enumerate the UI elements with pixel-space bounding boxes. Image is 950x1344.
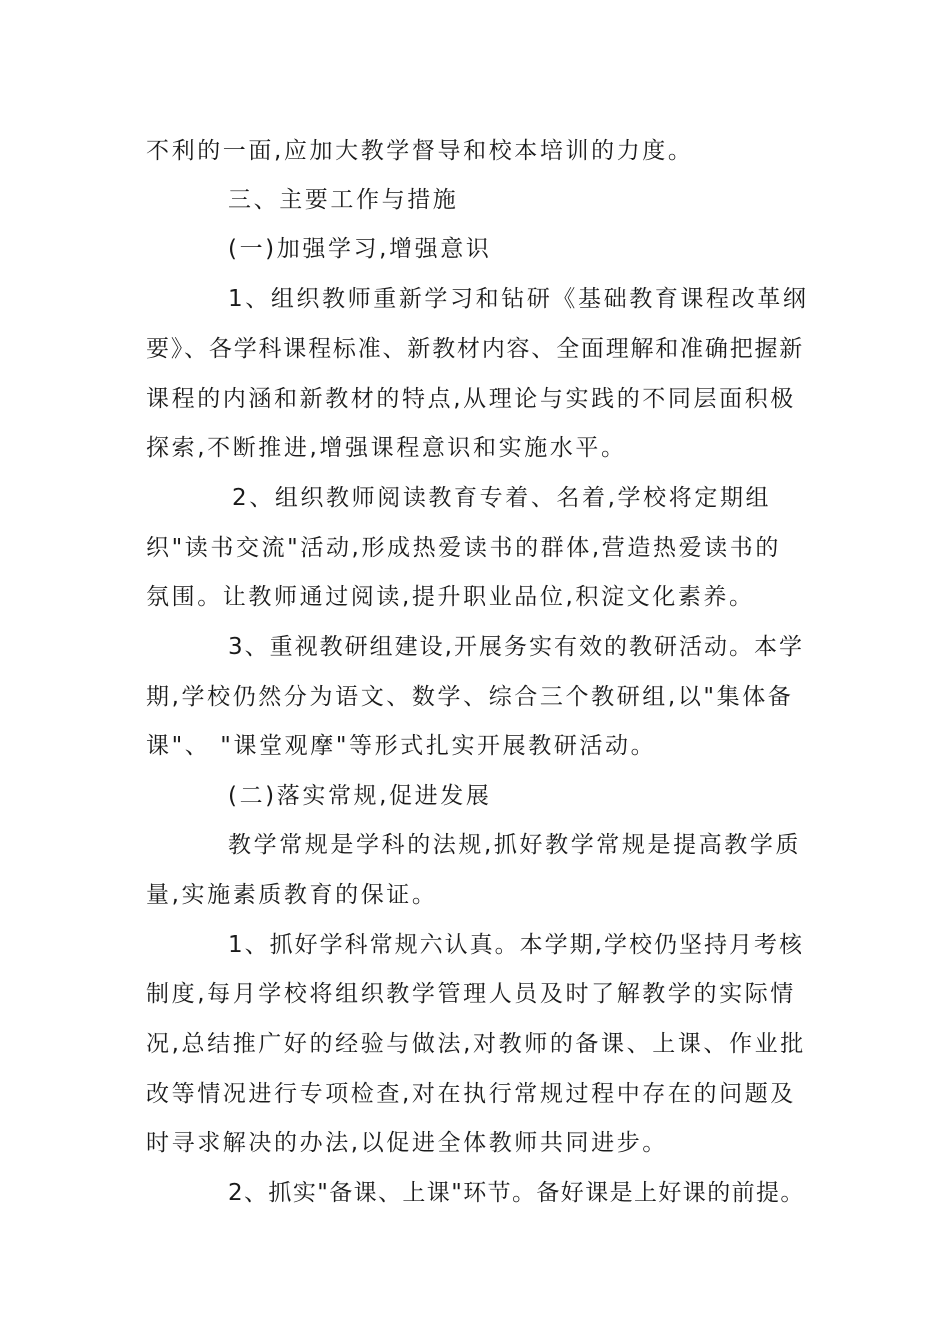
paragraph-line: 探索,不断推进,增强课程意识和实施水平。: [146, 435, 627, 461]
paragraph-line: 时寻求解决的办法,以促进全体教师共同进步。: [146, 1130, 668, 1156]
paragraph-line: 3、重视教研组建设,开展务实有效的教研活动。本学: [228, 634, 804, 660]
paragraph-line: 要》、各学科课程标准、新教材内容、全面理解和准确把握新: [146, 336, 805, 362]
section-heading: 三、主要工作与措施: [228, 187, 459, 213]
paragraph-line: 不利的一面,应加大教学督导和校本培训的力度。: [146, 138, 694, 164]
paragraph-line: 织"读书交流"活动,形成热爱读书的群体,营造热爱读书的: [146, 535, 781, 561]
paragraph-line: 1、组织教师重新学习和钻研《基础教育课程改革纲: [228, 286, 809, 312]
paragraph-line: 1、抓好学科常规六认真。本学期,学校仍坚持月考核: [228, 932, 804, 958]
subsection-heading: (一)加强学习,增强意识: [228, 236, 492, 262]
paragraph-line: 改等情况进行专项检查,对在执行常规过程中存在的问题及: [146, 1081, 796, 1107]
subsection-heading: (二)落实常规,促进发展: [228, 783, 492, 809]
paragraph-line: 课程的内涵和新教材的特点,从理论与实践的不同层面积极: [146, 386, 796, 412]
paragraph-line: 课"、 "课堂观摩"等形式扎实开展教研活动。: [146, 733, 657, 759]
paragraph-line: 制度,每月学校将组织教学管理人员及时了解教学的实际情: [146, 981, 796, 1007]
paragraph-line: 2、抓实"备课、上课"环节。备好课是上好课的前提。: [228, 1180, 805, 1206]
paragraph-line: 况,总结推广好的经验与做法,对教师的备课、上课、作业批: [146, 1031, 806, 1057]
paragraph-line: 期,学校仍然分为语文、数学、综合三个教研组,以"集体备: [146, 684, 794, 710]
paragraph-line: 氛围。让教师通过阅读,提升职业品位,积淀文化素养。: [146, 584, 755, 610]
paragraph-line: 2、组织教师阅读教育专着、名着,学校将定期组: [232, 485, 772, 511]
paragraph-line: 量,实施素质教育的保证。: [146, 882, 438, 908]
paragraph-line: 教学常规是学科的法规,抓好教学常规是提高教学质: [228, 832, 802, 858]
